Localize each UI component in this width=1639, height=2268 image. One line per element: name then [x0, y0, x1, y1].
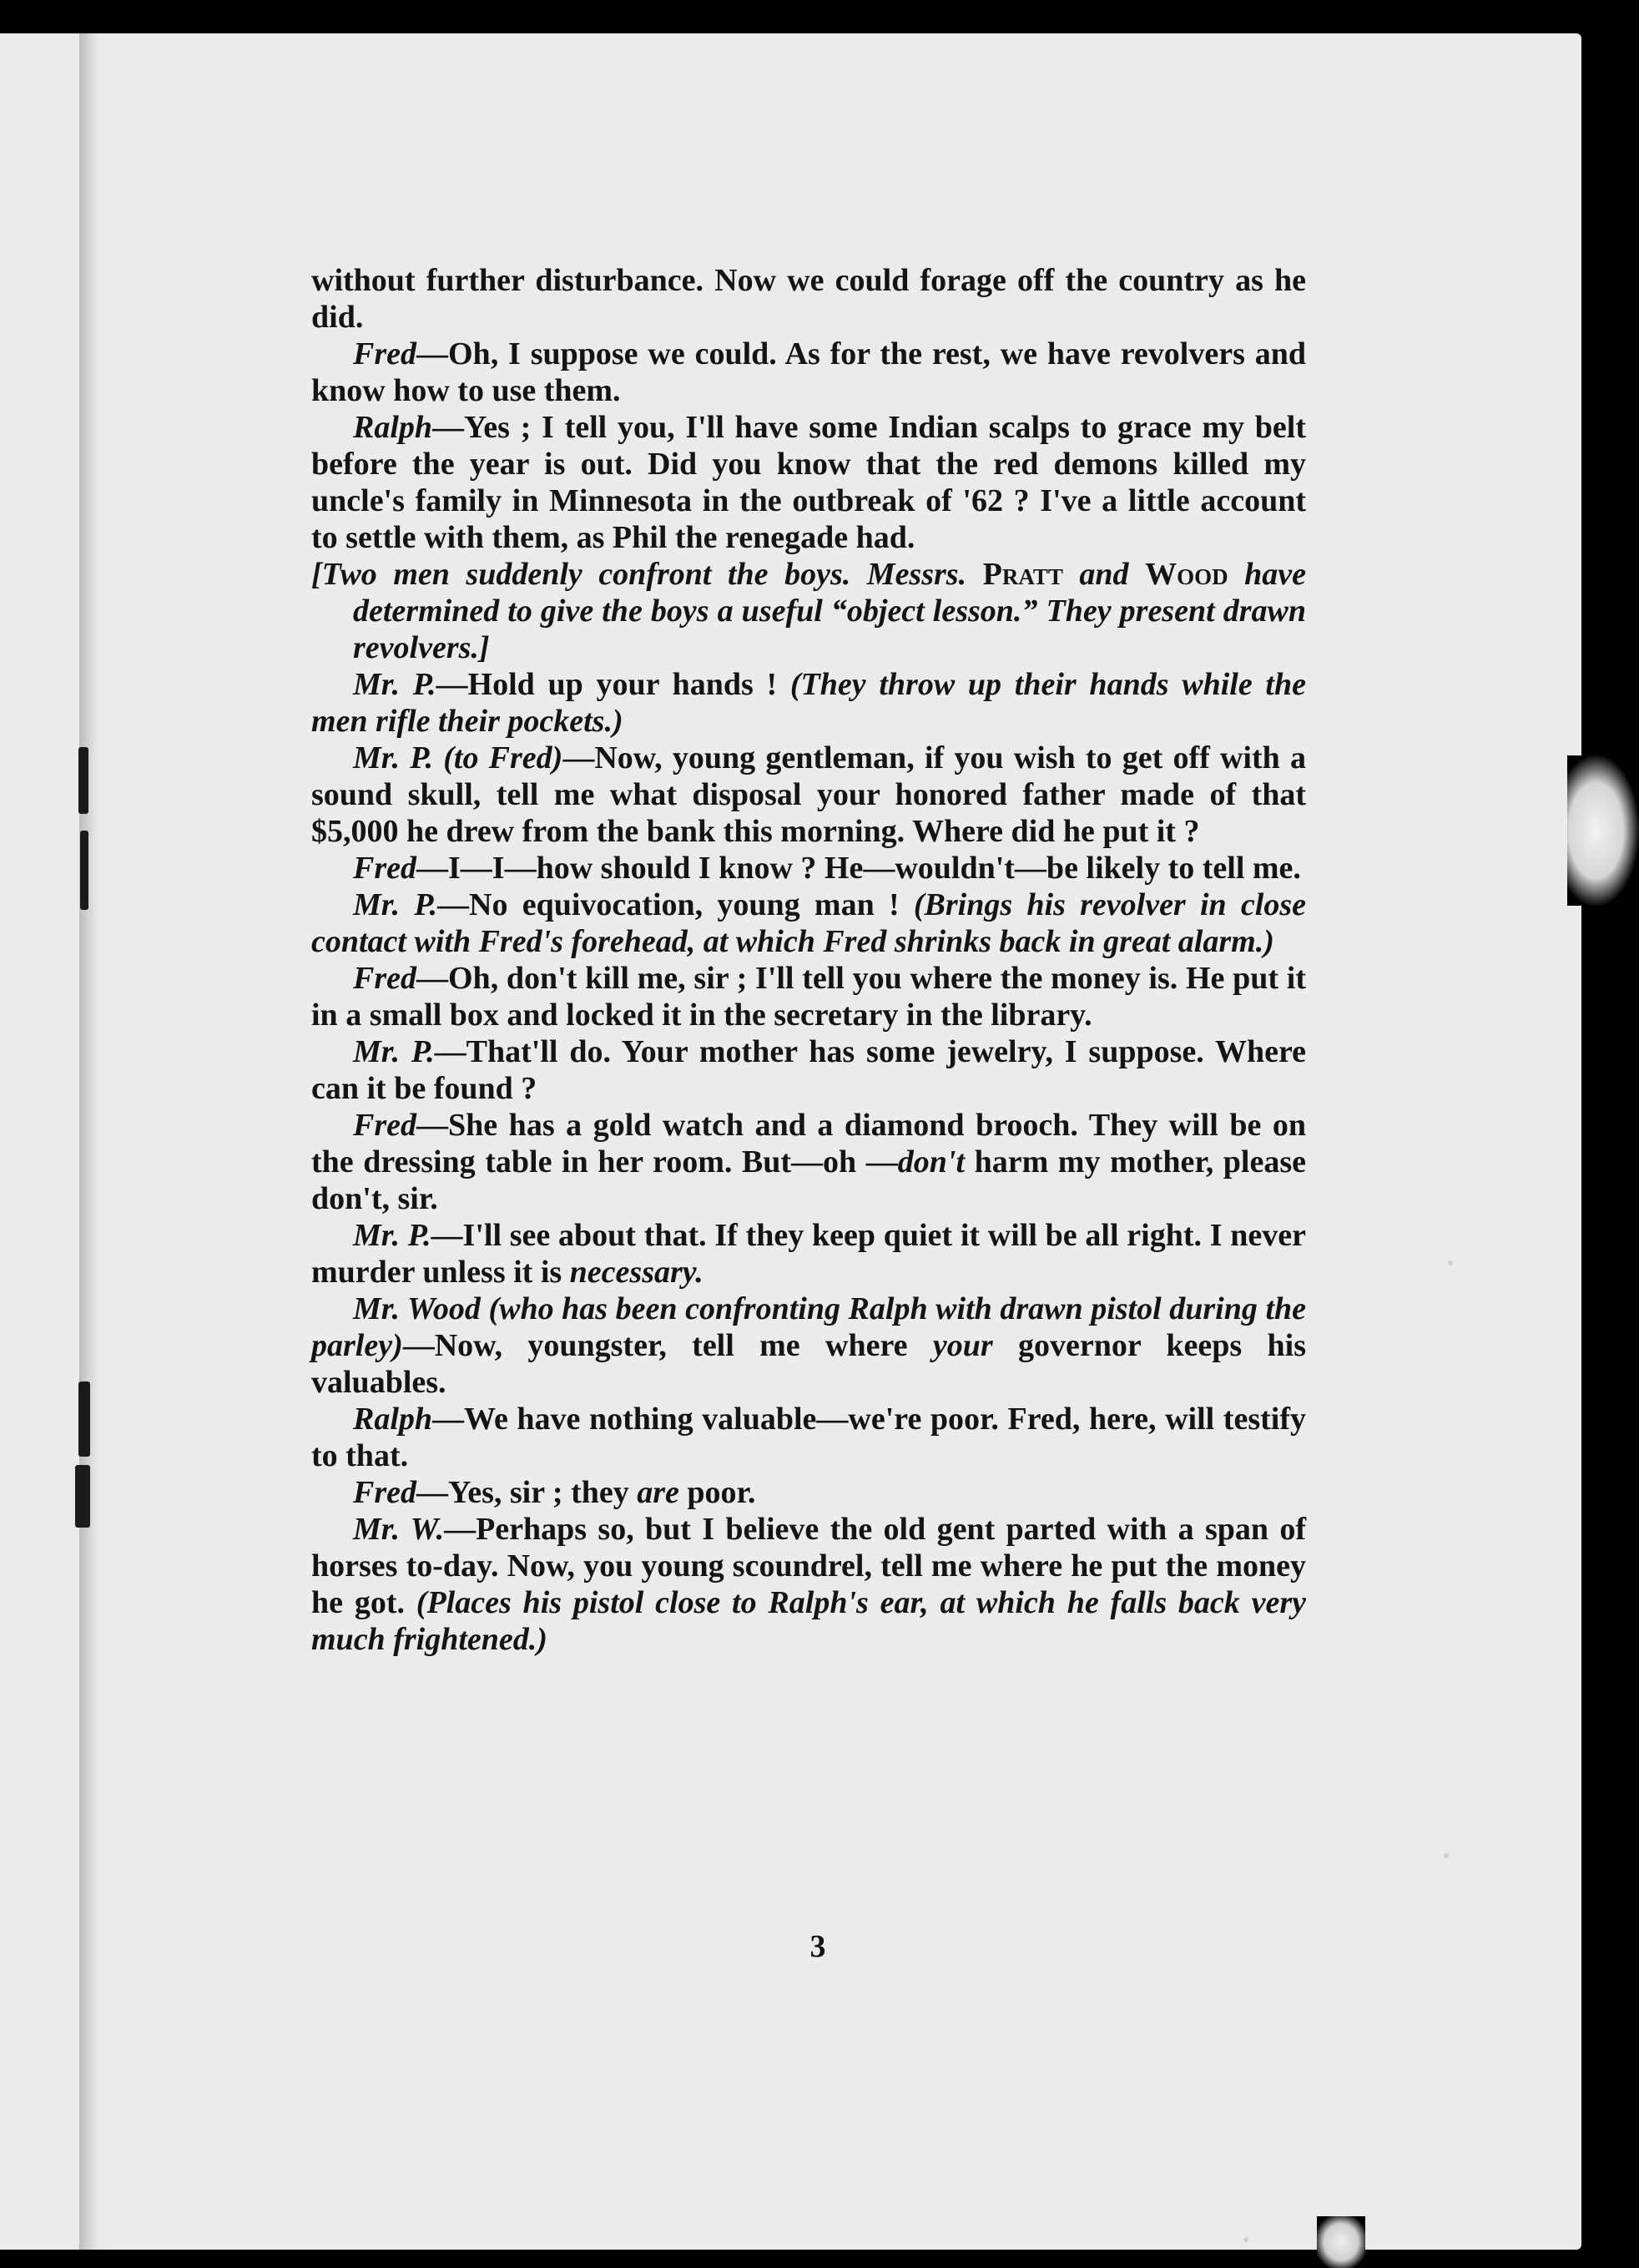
dialogue-line: [311, 1217, 1306, 1291]
speaker-note: (to Fred): [433, 740, 563, 775]
character-name: Pratt: [982, 557, 1063, 592]
stage-direction: [311, 556, 1306, 666]
speaker-name: Mr. P.: [353, 740, 434, 775]
dialogue-text: poor.: [678, 1475, 756, 1510]
character-name: Wood: [1145, 557, 1228, 592]
stage-direction-inline: (They throw up their hands while the men rifle their pockets.): [311, 667, 1306, 739]
emphasis-text: necessary.: [569, 1255, 704, 1290]
dialogue-line: [311, 1474, 1306, 1511]
dialogue-text: —Oh, I suppose we could. As for the rest, we have revolvers and know how to use them.: [311, 336, 1306, 408]
speaker-name: Fred: [353, 851, 416, 886]
dialogue-line: [311, 1033, 1306, 1107]
paragraph-text: without further disturbance. Now we could forage off the country as he did.: [311, 263, 1306, 335]
dialogue-text: —Yes ; I tell you, I'll have some Indian scalps to grace my belt before the year is out. Did you know that the red demons killed my uncle's family in Minnesota in the outbreak of '62 ? I've a little account to settle with them, as Phil the renegade had.: [311, 410, 1306, 555]
dialogue-text: —Now, young gentleman, if you wish to get off with a sound skull, tell me what disposal your honored father made of that $5,000 he drew from the bank this morning. Where did he put it ?: [311, 740, 1306, 849]
stage-text: [Two men suddenly confront the boys. Messrs.: [311, 557, 983, 592]
margin-mark: [80, 831, 88, 910]
margin-mark: [78, 1382, 90, 1457]
stage-direction-inline: (Brings his revolver in close contact with Fred's forehead, at which Fred shrinks back in great alarm.): [311, 887, 1306, 959]
dialogue-text: governor keeps his valuables.: [311, 1328, 1306, 1400]
dialogue-line: [311, 1107, 1306, 1217]
speck: [1444, 1853, 1449, 1858]
dialogue-text: —No equivocation, young man !: [437, 887, 914, 922]
dialogue-line: [311, 1401, 1306, 1474]
speaker-name: Fred: [353, 1475, 416, 1510]
speaker-name: Mr. P.: [353, 1218, 431, 1253]
dialogue-text: —Hold up your hands !: [436, 667, 790, 702]
continued-paragraph: [311, 262, 1306, 336]
speaker-name: Mr. P.: [353, 887, 438, 922]
speaker-name: Ralph: [353, 410, 433, 445]
emphasis-text: are: [637, 1475, 679, 1510]
emphasis-text: your: [932, 1328, 993, 1363]
speaker-name: Fred: [353, 1108, 416, 1143]
dialogue-line: [311, 886, 1306, 960]
dialogue-line: [311, 850, 1306, 886]
stage-text: have determined to give the boys a useful “object lesson.” They present drawn revolvers.]: [353, 557, 1306, 665]
speaker-name: Mr. Wood: [353, 1291, 481, 1326]
dialogue-line: [311, 740, 1306, 850]
binding-shadow: [79, 33, 103, 2250]
stage-direction-inline: (Places his pistol close to Ralph's ear, at which he falls back very much frightened.): [311, 1585, 1306, 1657]
paper-blot: [1317, 2216, 1365, 2268]
dialogue-line: [311, 1291, 1306, 1401]
page-number: 3: [809, 1929, 826, 1964]
speaker-note: (who has been confronting Ralph with drawn pistol during the parley): [311, 1291, 1307, 1363]
dialogue-text: —Now, youngster, tell me where: [402, 1328, 933, 1363]
dialogue-line: [311, 409, 1306, 556]
dialogue-text: —That'll do. Your mother has some jewelry, I suppose. Where can it be found ?: [311, 1034, 1306, 1106]
page-text: [311, 262, 1306, 1658]
dialogue-text: harm my mother, please don't, sir.: [311, 1144, 1306, 1216]
dialogue-text: —Yes, sir ; they: [416, 1475, 638, 1510]
speaker-name: Mr. P.: [353, 667, 436, 702]
dialogue-text: —We have nothing valuable—we're poor. Fred, here, will testify to that.: [311, 1402, 1306, 1473]
speaker-name: Fred: [353, 336, 416, 371]
speaker-name: Mr. P.: [353, 1034, 435, 1069]
dialogue-line: [311, 1511, 1306, 1658]
speck: [1448, 1260, 1453, 1265]
speaker-name: Fred: [353, 961, 416, 996]
dialogue-line: [311, 960, 1306, 1033]
dialogue-text: —I—I—how should I know ? He—wouldn't—be likely to tell me.: [416, 851, 1301, 886]
speck: [1243, 2237, 1248, 2242]
dialogue-line: [311, 666, 1306, 740]
speaker-name: Ralph: [353, 1402, 433, 1437]
dialogue-text: —Perhaps so, but I believe the old gent parted with a span of horses to-day. Now, you young scoundrel, tell me where he put the money he got.: [311, 1512, 1307, 1620]
dialogue-text: —Oh, don't kill me, sir ; I'll tell you where the money is. He put it in a small box and locked it in the secretary in the library.: [311, 961, 1306, 1033]
stage-text: and: [1062, 557, 1146, 592]
paper-stain: [1567, 755, 1639, 906]
dialogue-line: [311, 336, 1306, 409]
speaker-name: Mr. W.: [353, 1512, 445, 1547]
emphasis-text: don't: [897, 1144, 966, 1179]
margin-mark: [78, 747, 88, 814]
dialogue-text: —She has a gold watch and a diamond brooch. They will be on the dressing table in her room. But—oh —: [311, 1108, 1306, 1179]
margin-mark: [75, 1465, 90, 1528]
dialogue-text: —I'll see about that. If they keep quiet it will be all right. I never murder unless it is: [311, 1218, 1306, 1290]
